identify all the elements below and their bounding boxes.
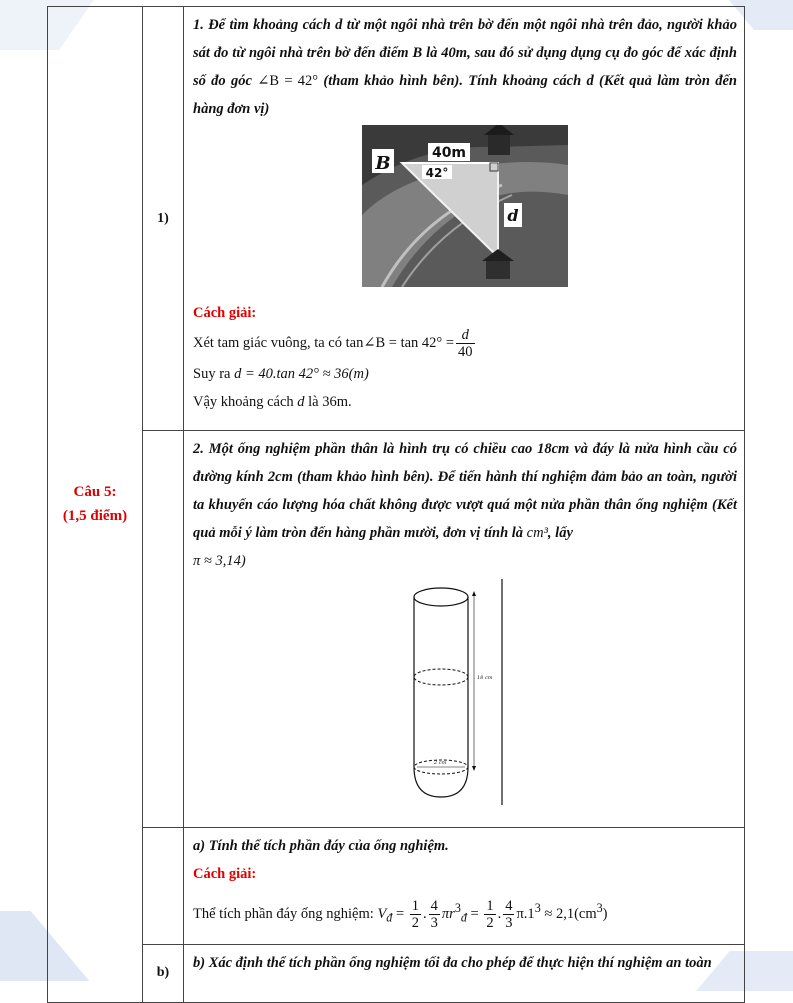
- figure-label-b: B: [375, 153, 391, 174]
- figure-label-angle: 42°: [425, 166, 449, 180]
- tube-diameter-label: 2 cm: [434, 760, 447, 766]
- pi-approx: π ≈ 3,14): [193, 553, 246, 569]
- island-figure: [193, 125, 737, 297]
- part-a-label-cell: [143, 828, 184, 945]
- part2-prompt: 2. Một ống nghiệm phần thân là hình trụ có chiều cao 18cm và đáy là nửa hình cầu có đường kính 2cm (tham khảo hình bên). Để tiến hành thí nghiệm đảm bảo an toàn, người ta khuyến cáo lượng hóa chất không được vượt quá một nửa phần thân ống nghiệm (Kết quả mỗi ý làm tròn đến hàng phần mười, đơn vị tính là cm³, lấy: [193, 441, 737, 541]
- part-b-label: b): [143, 944, 184, 1002]
- part-a-prompt: a) Tính thể tích phần đáy của ống nghiệm.: [193, 838, 449, 854]
- part2-label-cell: [143, 431, 184, 828]
- question-number: Câu 5:: [73, 484, 117, 501]
- part1-prompt: 1. Để tìm khoảng cách d từ một ngôi nhà trên bờ đến một ngôi nhà trên đảo, người khảo sát đo từ ngôi nhà trên bờ đến điểm B là 40m, sau đó sử dụng dụng cụ đo góc để xác định số đo góc ∠B = 42° (tham khảo hình bên). Tính khoảng cách d (Kết quả làm tròn đến hàng đơn vị): [193, 17, 737, 117]
- figure-label-d: d: [507, 206, 519, 225]
- part-b-content: [184, 944, 745, 1002]
- part-b-prompt: b) Xác định thể tích phần ống nghiệm tối đa cho phép để thực hiện thí nghiệm an toàn: [193, 954, 712, 971]
- part-a-content: [184, 828, 745, 945]
- test-tube-figure: [193, 577, 737, 819]
- part1-solution-line2: Suy ra d = 40.tan 42° ≈ 36(m): [193, 366, 369, 382]
- answer-table: [47, 6, 745, 1003]
- part2-content: [184, 431, 745, 828]
- figure-label-40m: 40m: [431, 145, 467, 161]
- part1-solution-line1: Xét tam giác vuông, ta có tan∠B = tan 42° = $\frac{d}{40}$: [193, 327, 473, 360]
- part1-solution-heading: Cách giải:: [193, 305, 257, 321]
- tube-height-label: 18 cm: [477, 675, 493, 681]
- part1-solution-line3: Vậy khoảng cách d là 36m.: [193, 394, 352, 410]
- part1-label: 1): [143, 7, 184, 431]
- part-a-solution-line: Thể tích phần đáy ống nghiệm: $V_đ$ = $\frac{1}{2}$ . $\frac{4}{3}$ $\pi r^3_đ$ = $\frac{1}{2}$ . $\frac{4}{3}$ $\pi.1^3 \approx 2,1(cm^3)$: [193, 898, 608, 931]
- island-photo: [362, 125, 568, 287]
- question-cell: [48, 7, 143, 1003]
- question-points: (1,5 điểm): [62, 508, 128, 525]
- part-a-solution-heading: Cách giải:: [193, 866, 257, 882]
- test-tube-drawing: [390, 577, 540, 809]
- part1-content: [184, 7, 745, 431]
